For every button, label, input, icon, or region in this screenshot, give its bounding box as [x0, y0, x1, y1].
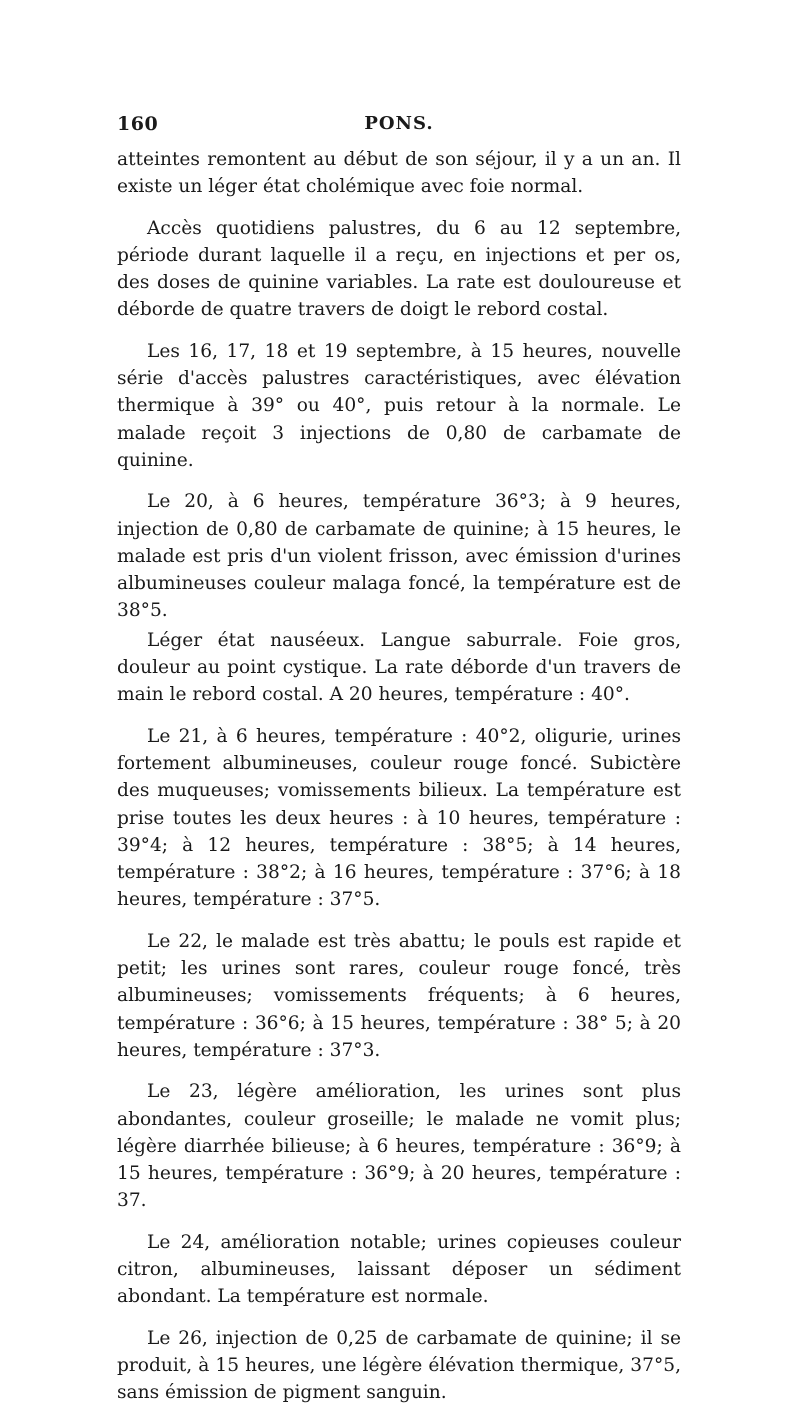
- page-header: [117, 113, 681, 143]
- page-body: [117, 146, 681, 1420]
- paragraph-le-21: Le 21, à 6 heures, température : 40°2, oligurie, urines fortement albumineuses, couleur rouge foncé. Subictère des muqueuses; vomissements bilieux. La température est prise toutes les deux heures : à 10 heures, température : 39°4; à 12 heures, température : 38°5; à 14 heures, température : 38°2; à 16 heures, température : 37°6; à 18 heures, température : 37°5.: [117, 725, 681, 911]
- paragraph-etat-nauseeux: Léger état nauséeux. Langue saburrale. Foie gros, douleur au point cystique. La rate déborde d'un travers de main le rebord costal. A 20 heures, température : 40°.: [117, 629, 681, 706]
- paragraph-le-20: Le 20, à 6 heures, température 36°3; à 9 heures, injection de 0,80 de carbamate de quinine; à 15 heures, le malade est pris d'un violent frisson, avec émission d'urines albumineuses couleur malaga foncé, la température est de 38°5.: [117, 491, 681, 622]
- running-title: PONS.: [364, 113, 434, 134]
- paragraph-continuation: atteintes remontent au début de son séjour, il y a un an. Il existe un léger état cholémique avec foie normal.: [117, 149, 681, 198]
- page-number: 160: [117, 113, 159, 135]
- paragraph-le-24: Le 24, amélioration notable; urines copieuses couleur citron, albumineuses, laissant déposer un sédiment abondant. La température est normale.: [117, 1231, 681, 1308]
- paragraph-16-19-septembre: Les 16, 17, 18 et 19 septembre, à 15 heures, nouvelle série d'accès palustres caractéristiques, avec élévation thermique à 39° ou 40°, puis retour à la normale. Le malade reçoit 3 injections de 0,80 de carbamate de quinine.: [117, 340, 681, 471]
- paragraph-le-23: Le 23, légère amélioration, les urines sont plus abondantes, couleur groseille; le malade ne vomit plus; légère diarrhée bilieuse; à 6 heures, température : 36°9; à 15 heures, température : 36°9; à 20 heures, température : 37.: [117, 1081, 681, 1212]
- paragraph-le-26: Le 26, injection de 0,25 de carbamate de quinine; il se produit, à 15 heures, une légère élévation thermique, 37°5, sans émission de pigment sanguin.: [117, 1327, 681, 1404]
- paragraph-acces-quotidiens: Accès quotidiens palustres, du 6 au 12 septembre, période durant laquelle il a reçu, en injections et per os, des doses de quinine variables. La rate est douloureuse et déborde de quatre travers de doigt le rebord costal.: [117, 217, 681, 321]
- paragraph-le-22: Le 22, le malade est très abattu; le pouls est rapide et petit; les urines sont rares, couleur rouge foncé, très albumineuses; vomissements fréquents; à 6 heures, température : 36°6; à 15 heures, température : 38° 5; à 20 heures, température : 37°3.: [117, 930, 681, 1061]
